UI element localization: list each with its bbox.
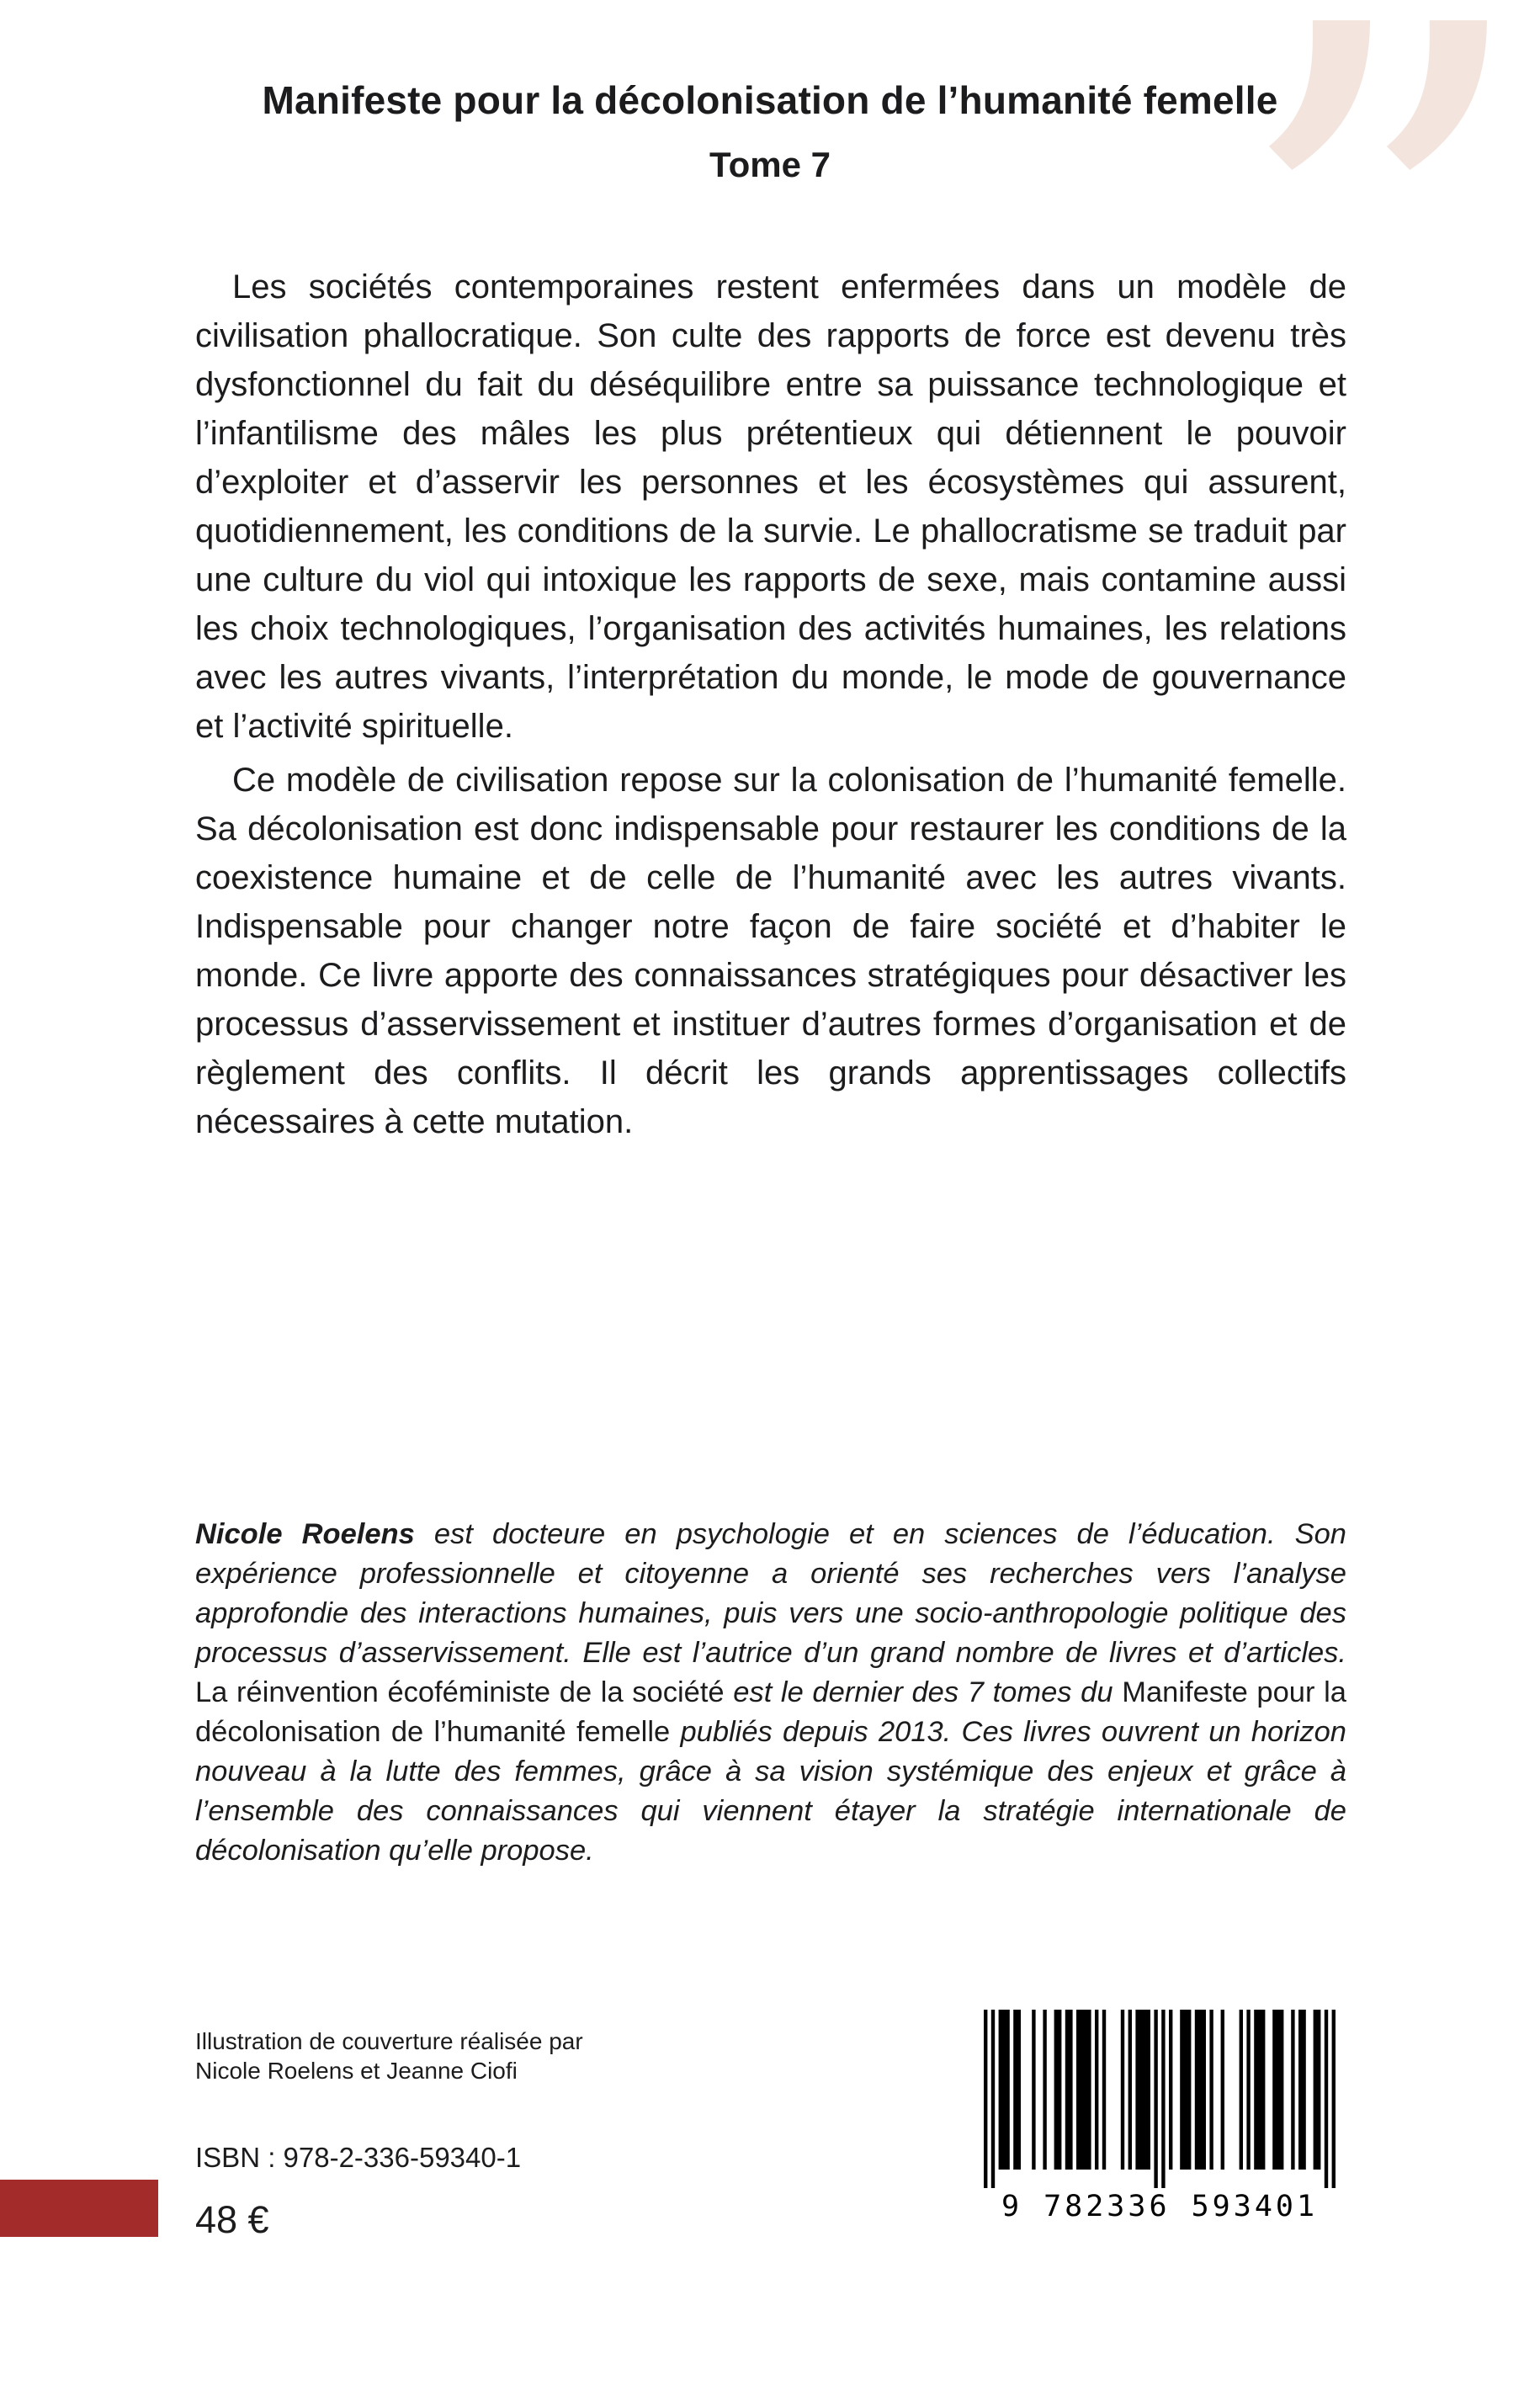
- bio-segment: est le dernier des 7 tomes du: [724, 1676, 1123, 1708]
- author-bio: [195, 1515, 1346, 1871]
- book-title: Manifeste pour la décolonisation de l’humanité femelle: [262, 78, 1278, 122]
- bio-segment: publiés depuis 2013. Ces livres ouvrent un horizon nouveau à la lutte des femmes, grâce à sa vision systémique des enjeux et grâce à l’ensemble des connaissances qui viennent étayer la stratégie internationale de décolonisation qu’elle propose.: [195, 1716, 1346, 1867]
- book-volume: Tome 7: [709, 145, 831, 184]
- bio-segment: Nicole Roelens: [195, 1518, 415, 1550]
- synopsis-paragraph-1: Les sociétés contemporaines restent enfermées dans un modèle de civilisation phallocratique. Son culte des rapports de force est devenu très dysfonctionnel du fait du déséquilibre entre sa puissance technologique et l’infantilisme des mâles les plus prétentieux qui détiennent le pouvoir d’exploiter et d’asservir les personnes et les écosystèmes qui assurent, quotidiennement, les conditions de la survie. Le phallocratisme se traduit par une culture du viol qui intoxique les rapports de sexe, mais contamine aussi les choix technologiques, l’organisation des activités humaines, les relations avec les autres vivants, l’interprétation du monde, le mode de gouvernance et l’activité spirituelle.: [195, 268, 1346, 745]
- barcode: [983, 2010, 1336, 2223]
- barcode-number: 9 782336 593401: [1001, 2190, 1319, 2223]
- bio-segment: Manifeste pour la décolonisation de l’humanité femelle: [195, 1676, 1346, 1748]
- decorative-quote-icon: ”: [1225, 0, 1536, 605]
- bio-segment: La réinvention écoféministe de la société: [195, 1676, 725, 1708]
- illustration-credit: [195, 2026, 583, 2085]
- accent-bar: [0, 2180, 158, 2237]
- isbn: ISBN : 978-2-336-59340-1: [195, 2142, 522, 2173]
- synopsis-paragraph-2: Ce modèle de civilisation repose sur la colonisation de l’humanité femelle. Sa décolonisation est donc indispensable pour restaurer les conditions de la coexistence humaine et de celle de l’humanité avec les autres vivants. Indispensable pour changer notre façon de faire société et d’habiter le monde. Ce livre apporte des connaissances stratégiques pour désactiver les processus d’asservissement et instituer d’autres formes d’organisation et de règlement des conflits. Il décrit les grands apprentissages collectifs nécessaires à cette mutation.: [195, 762, 1346, 1140]
- illustration-credit-line-1: Illustration de couverture réalisée par: [195, 2028, 583, 2054]
- barcode-bars: [984, 2010, 1336, 2188]
- illustration-credit-line-2: Nicole Roelens et Jeanne Ciofi: [195, 2058, 518, 2084]
- price: 48 €: [195, 2198, 269, 2241]
- synopsis: [195, 263, 1346, 1151]
- bio-segment: est docteure en psychologie et en sciences de l’éducation. Son expérience professionnelle et citoyenne a orienté ses recherches vers l’analyse approfondie des interactions humaines, puis vers une socio-anthropologie politique des processus d’asservissement. Elle est l’autrice d’un grand nombre de livres et d’articles.: [195, 1518, 1346, 1669]
